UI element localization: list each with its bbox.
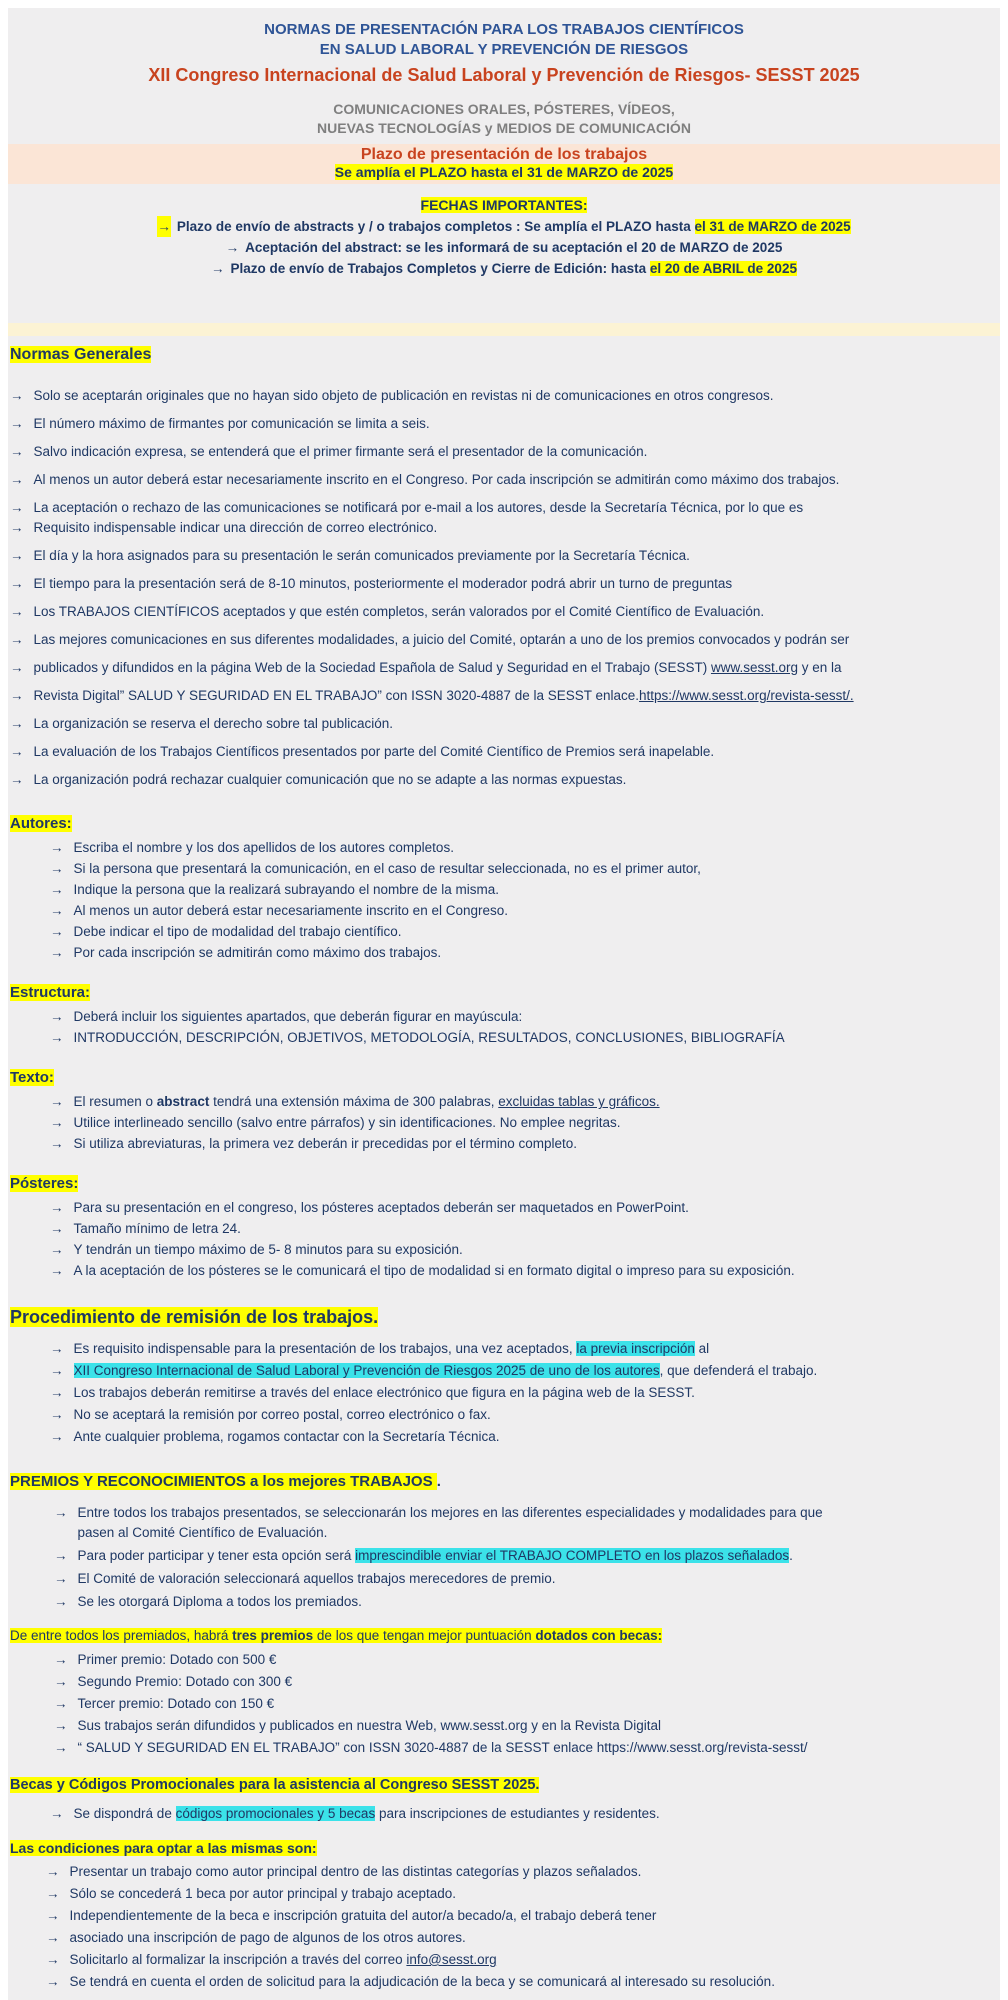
- normas-generales-list: [8, 386, 1000, 790]
- text-run: Deberá incluir los siguientes apartados, que deberán figurar en mayúscula:: [73, 1009, 523, 1024]
- arrow-bullet-icon: →: [50, 1429, 64, 1444]
- list-item-text: [70, 1908, 657, 1923]
- list-item-text: [74, 1429, 500, 1444]
- text-run: La evaluación de los Trabajos Científicos presentados por parte del Comité Científico de Premios será inapelable.: [33, 744, 715, 759]
- list-item: [50, 943, 1000, 963]
- list-item-text: [74, 1221, 241, 1236]
- arrow-bullet-icon: →: [54, 1718, 68, 1733]
- arrow-bullet-icon: →: [54, 1548, 68, 1563]
- text-run: asociado una inscripción de pago de algunos de los otros autores.: [69, 1930, 466, 1945]
- list-item-text: [78, 1696, 275, 1711]
- section-heading-becas-codigos: Becas y Códigos Promocionales para la asistencia al Congreso SESST 2025.: [10, 1777, 540, 1793]
- text-run: Los TRABAJOS CIENTÍFICOS aceptados y que estén completos, serán valorados por el Comité Científico de Evaluación.: [33, 604, 765, 619]
- arrow-bullet-icon: →: [50, 882, 64, 897]
- arrow-bullet-icon: →: [225, 240, 240, 255]
- text-run: Indique la persona que la realizará subrayando el nombre de la misma.: [73, 882, 500, 897]
- section-heading-normas-generales: Normas Generales: [10, 346, 152, 363]
- arrow-bullet-icon: →: [10, 444, 24, 459]
- arrow-bullet-icon: →: [50, 903, 64, 918]
- arrow-bullet-icon: →: [10, 500, 24, 515]
- congress-title: XII Congreso Internacional de Salud Laboral y Prevención de Riesgos- SESST 2025: [148, 65, 860, 85]
- list-item: [50, 1113, 1000, 1133]
- list-item-text: [78, 1740, 808, 1755]
- text-run: la previa inscripción: [576, 1341, 695, 1356]
- arrow-bullet-icon: →: [10, 416, 24, 431]
- list-item-text: [74, 1806, 660, 1821]
- list-item-text: [74, 1030, 785, 1045]
- text-run: A la aceptación de los pósteres se le comunicará el tipo de modalidad si en formato digital o impreso para su exposición.: [73, 1263, 795, 1278]
- list-item: [10, 602, 1000, 622]
- texto-list: [8, 1092, 1000, 1154]
- list-item-text: [78, 1548, 793, 1563]
- text-run: abstract: [156, 1094, 210, 1109]
- list-item: [8, 237, 1000, 258]
- list-item: [54, 1592, 1000, 1612]
- arrow-bullet-icon: →: [50, 1200, 64, 1215]
- list-item: [50, 1007, 1000, 1027]
- text-run: Es requisito indispensable para la presentación de los trabajos, una vez aceptados,: [73, 1341, 577, 1356]
- arrow-bullet-icon: →: [10, 688, 24, 703]
- list-item-text: [70, 1974, 775, 1989]
- list-item-text: [78, 1571, 556, 1586]
- text-run: Entre todos los trabajos presentados, se seleccionarán los mejores en las diferentes especialidades y modalidades para que: [77, 1505, 823, 1520]
- link[interactable]: info@sesst.org: [406, 1952, 497, 1967]
- list-item-text: [177, 219, 851, 234]
- text-run: Segundo Premio: Dotado con 300 €: [77, 1674, 293, 1689]
- arrow-bullet-icon: →: [54, 1674, 68, 1689]
- list-item-text: [78, 1674, 293, 1689]
- text-run: Independientemente de la beca e inscripción gratuita del autor/a becado/a, el trabajo deberá tener: [69, 1908, 657, 1923]
- deadline-banner-extension: Se amplía el PLAZO hasta el 31 de MARZO de 2025: [334, 164, 674, 180]
- list-item-text: [34, 388, 774, 403]
- arrow-bullet-icon: →: [50, 1263, 64, 1278]
- list-item: [10, 442, 1000, 462]
- list-item: [10, 574, 1000, 594]
- text-run: El resumen o: [73, 1094, 157, 1109]
- list-item-text: [70, 1930, 466, 1945]
- list-item: [50, 880, 1000, 900]
- premiados-list: [8, 1650, 1000, 1758]
- arrow-bullet-icon: →: [10, 520, 24, 535]
- text-run: Primer premio: Dotado con 500 €: [77, 1652, 277, 1667]
- arrow-bullet-icon: →: [10, 576, 24, 591]
- link[interactable]: https://www.sesst.org/revista-sesst/.: [639, 688, 854, 703]
- text-run: Al menos un autor deberá estar necesariamente inscrito en el Congreso.: [73, 903, 508, 918]
- text-run: imprescindible enviar el TRABAJO COMPLETO en los plazos señalados: [355, 1548, 790, 1563]
- arrow-bullet-icon: →: [46, 1952, 60, 1967]
- list-item: [50, 901, 1000, 921]
- arrow-bullet-icon: →: [50, 1221, 64, 1236]
- text-run: Se dispondrá de: [73, 1806, 176, 1821]
- text-run: El número máximo de firmantes por comunicación se limita a seis.: [33, 416, 430, 431]
- list-item-text: [74, 882, 500, 897]
- list-item-text: [34, 632, 850, 647]
- section-heading-posteres: Pósteres:: [10, 1175, 79, 1192]
- arrow-bullet-icon: →: [10, 716, 24, 731]
- text-run: Sus trabajos serán difundidos y publicados en nuestra Web, www.sesst.org y en la Revista Digital: [77, 1718, 662, 1733]
- deadline-banner-title: Plazo de presentación de los trabajos: [360, 146, 648, 163]
- arrow-bullet-icon: →: [50, 840, 64, 855]
- text-run: Se tendrá en cuenta el orden de solicitud para la adjudicación de la beca y se comunicará al interesado su resolución.: [69, 1974, 775, 1989]
- list-item: [50, 1219, 1000, 1239]
- arrow-bullet-icon: →: [46, 1864, 60, 1879]
- text-run: Utilice interlineado sencillo (salvo entre párrafos) y sin identificaciones. No emplee negritas.: [73, 1115, 621, 1130]
- fechas-heading: FECHAS IMPORTANTES:: [420, 197, 588, 213]
- list-item: [54, 1738, 1000, 1758]
- text-run: pasen al Comité Científico de Evaluación.: [77, 1525, 328, 1540]
- list-item: [8, 216, 1000, 237]
- list-item: [10, 414, 1000, 434]
- list-item-text: [74, 861, 701, 876]
- section-heading-procedimiento: Procedimiento de remisión de los trabajos.: [10, 1307, 379, 1327]
- list-item: [10, 498, 1000, 518]
- text-run: La organización podrá rechazar cualquier comunicación que no se adapte a las normas expuestas.: [33, 772, 627, 787]
- section-heading-estructura: Estructura:: [10, 984, 91, 1001]
- arrow-bullet-icon: →: [10, 772, 24, 787]
- list-item: [54, 1672, 1000, 1692]
- list-item-text: [74, 1094, 660, 1109]
- arrow-bullet-icon: →: [50, 1030, 64, 1045]
- document-title-line2: EN SALUD LABORAL Y PREVENCIÓN DE RIESGOS: [319, 41, 689, 58]
- section-heading-premios: [10, 1471, 1000, 1493]
- posteres-list: [8, 1198, 1000, 1281]
- text-run: Ante cualquier problema, rogamos contactar con la Secretaría Técnica.: [73, 1429, 500, 1444]
- list-item-text: [74, 1341, 710, 1356]
- list-item: [54, 1569, 1000, 1589]
- subtitle-line2: NUEVAS TECNOLOGÍAS y MEDIOS DE COMUNICACIÓN: [317, 120, 691, 136]
- fechas-list: [8, 216, 1000, 279]
- arrow-bullet-icon: →: [46, 1930, 60, 1945]
- arrow-bullet-icon: →: [10, 660, 24, 675]
- list-item-text: [74, 903, 509, 918]
- arrow-bullet-icon: →: [10, 604, 24, 619]
- text-run: Para su presentación en el congreso, los pósteres aceptados deberán ser maquetados en PowerPoint.: [73, 1200, 689, 1215]
- text-run: Los trabajos deberán remitirse a través del enlace electrónico que figura en la página web de la SESST.: [73, 1385, 695, 1400]
- list-item-text: [34, 772, 627, 787]
- arrow-bullet-icon: →: [50, 1242, 64, 1257]
- text-run: Si utiliza abreviaturas, la primera vez deberán ir precedidas por el término completo.: [73, 1136, 577, 1151]
- arrow-bullet-icon: →: [54, 1594, 68, 1609]
- list-item-text: [74, 945, 442, 960]
- arrow-bullet-icon: →: [50, 1363, 64, 1378]
- text-run: , que defenderá el trabajo.: [659, 1363, 818, 1378]
- list-item: [46, 1862, 1000, 1882]
- list-item: [46, 1884, 1000, 1904]
- list-item: [50, 859, 1000, 879]
- list-item: [10, 386, 1000, 406]
- list-item: [50, 1383, 1000, 1403]
- section-fechas-importantes: [8, 184, 1000, 279]
- arrow-bullet-icon: →: [50, 861, 64, 876]
- text-run: y en la: [797, 660, 842, 675]
- text-run: Revista Digital” SALUD Y SEGURIDAD EN EL TRABAJO” con ISSN 3020-4887 de la SESST enlace.: [33, 688, 640, 703]
- list-item-text: [74, 1407, 491, 1422]
- document-title-line1: NORMAS DE PRESENTACIÓN PARA LOS TRABAJOS CIENTÍFICOS: [264, 21, 744, 38]
- text-run: La aceptación o rechazo de las comunicaciones se notificará por e-mail a los autores, desde la Secretaría Técnica, por lo que es: [33, 500, 804, 515]
- list-item-text: [34, 576, 733, 591]
- text-run: El Comité de valoración seleccionará aquellos trabajos merecedores de premio.: [77, 1571, 556, 1586]
- text-run: Debe indicar el tipo de modalidad del trabajo científico.: [73, 924, 402, 939]
- arrow-bullet-icon: →: [50, 1009, 64, 1024]
- list-item: [54, 1546, 1000, 1566]
- list-item: [50, 1804, 1000, 1824]
- list-item-text: [74, 1263, 795, 1278]
- text-run: Por cada inscripción se admitirán como máximo dos trabajos.: [73, 945, 442, 960]
- arrow-bullet-icon: →: [50, 924, 64, 939]
- text-run: el 20 de ABRIL de 2025: [649, 261, 797, 276]
- text-run: Al menos un autor deberá estar necesariamente inscrito en el Congreso. Por cada inscripción se admitirán como máximo dos trabajos.: [33, 472, 840, 487]
- text-run: al: [694, 1341, 710, 1356]
- list-item-text: [70, 1864, 642, 1879]
- document-header: [8, 8, 1000, 144]
- arrow-bullet-icon: →: [54, 1571, 68, 1586]
- text-run: PREMIOS Y RECONOCIMIENTOS a los mejores TRABAJOS: [10, 1473, 437, 1490]
- link[interactable]: www.sesst.org: [710, 660, 798, 675]
- list-item: [50, 1339, 1000, 1359]
- list-item-text: [34, 500, 804, 515]
- text-run: Si la persona que presentará la comunicación, en el caso de resultar seleccionada, no es el primer autor,: [73, 861, 701, 876]
- arrow-bullet-icon: →: [157, 216, 171, 237]
- text-run: Aceptación del abstract: se les informará de su aceptación el 20 de MARZO de 2025: [245, 240, 783, 255]
- arrow-bullet-icon: →: [50, 1385, 64, 1400]
- list-item-text: [34, 604, 765, 619]
- list-item-text: [78, 1525, 328, 1540]
- list-item: [50, 1261, 1000, 1281]
- text-run: El tiempo para la presentación será de 8-10 minutos, posteriormente el moderador podrá abrir un turno de preguntas: [33, 576, 733, 591]
- list-item: [8, 258, 1000, 279]
- list-item: [10, 546, 1000, 566]
- list-item-text: [231, 261, 797, 276]
- text-run: De entre todos los premiados, habrá: [10, 1628, 233, 1643]
- list-item: [10, 630, 1000, 650]
- arrow-bullet-icon: →: [54, 1740, 68, 1755]
- text-run: XII Congreso Internacional de Salud Laboral y Prevención de Riesgos 2025 de uno de los autores: [73, 1363, 660, 1378]
- text-run: publicados y difundidos en la página Web de la Sociedad Española de Salud y Seguridad en el Trabajo (SESST): [33, 660, 711, 675]
- list-item: [54, 1650, 1000, 1670]
- list-item-text: [74, 1363, 818, 1378]
- text-run: Las mejores comunicaciones en sus diferentes modalidades, a juicio del Comité, optarán a uno de los premios convocados y podrán ser: [33, 632, 850, 647]
- arrow-bullet-icon: →: [50, 1341, 64, 1356]
- arrow-bullet-icon: →: [46, 1908, 60, 1923]
- text-run: No se aceptará la remisión por correo postal, correo electrónico o fax.: [73, 1407, 491, 1422]
- arrow-bullet-icon: →: [10, 744, 24, 759]
- text-run: Sólo se concederá 1 beca por autor principal y trabajo aceptado.: [69, 1886, 456, 1901]
- list-item: [54, 1716, 1000, 1736]
- text-run: Solo se aceptarán originales que no hayan sido objeto de publicación en revistas ni de comunicaciones en otros congresos.: [33, 388, 774, 403]
- arrow-bullet-icon: →: [211, 261, 225, 276]
- text-run: Plazo de envío de abstracts y / o trabajos completos : Se amplía el PLAZO hasta: [176, 219, 695, 234]
- text-run: excluidas tablas y gráficos.: [498, 1094, 660, 1109]
- subtitle-line1: COMUNICACIONES ORALES, PÓSTERES, VÍDEOS,: [333, 101, 675, 117]
- text-run: el 31 de MARZO de 2025: [694, 219, 851, 234]
- text-run: tres premios: [232, 1628, 314, 1643]
- section-heading-texto: Texto:: [10, 1069, 54, 1086]
- list-item: [10, 714, 1000, 734]
- list-item: [50, 1240, 1000, 1260]
- list-item-text: [74, 840, 454, 855]
- arrow-bullet-icon: →: [50, 1136, 64, 1151]
- list-item: [46, 1928, 1000, 1948]
- list-item-text: [245, 240, 782, 255]
- text-run: Plazo de envío de Trabajos Completos y Cierre de Edición: hasta: [230, 261, 650, 276]
- list-item: [50, 1427, 1000, 1447]
- list-item: [54, 1523, 1000, 1543]
- arrow-bullet-icon: →: [54, 1652, 68, 1667]
- arrow-bullet-icon: →: [50, 1407, 64, 1422]
- list-item-text: [74, 1009, 523, 1024]
- text-run: dotados con becas:: [535, 1628, 663, 1643]
- list-item: [50, 922, 1000, 942]
- text-run: Solicitarlo al formalizar la inscripción a través del correo: [69, 1952, 407, 1967]
- arrow-bullet-icon: →: [50, 1094, 64, 1109]
- arrow-bullet-icon: →: [46, 1886, 60, 1901]
- arrow-bullet-icon: →: [10, 388, 24, 403]
- list-item: [46, 1950, 1000, 1970]
- list-item-text: [74, 1136, 578, 1151]
- section-heading-premiados-becas: [10, 1626, 1000, 1646]
- section-heading-condiciones: Las condiciones para optar a las mismas son:: [10, 1840, 317, 1856]
- list-item-text: [34, 444, 648, 459]
- cream-divider-band: [8, 323, 1000, 336]
- list-item-text: [78, 1505, 823, 1520]
- list-item-text: [34, 520, 438, 535]
- text-run: Y tendrán un tiempo máximo de 5- 8 minutos para su exposición.: [73, 1242, 463, 1257]
- arrow-bullet-icon: →: [50, 945, 64, 960]
- list-item: [10, 742, 1000, 762]
- list-item: [50, 1028, 1000, 1048]
- becas-list: [8, 1804, 1000, 1824]
- arrow-bullet-icon: →: [10, 632, 24, 647]
- text-run: para inscripciones de estudiantes y residentes.: [375, 1806, 660, 1821]
- list-item-text: [34, 548, 690, 563]
- list-item: [50, 1134, 1000, 1154]
- text-run: Tercer premio: Dotado con 150 €: [77, 1696, 275, 1711]
- list-item-text: [34, 688, 854, 703]
- text-run: .: [789, 1548, 793, 1563]
- arrow-bullet-icon: →: [54, 1505, 68, 1520]
- list-item-text: [74, 1385, 695, 1400]
- list-item: [10, 470, 1000, 490]
- text-run: “ SALUD Y SEGURIDAD EN EL TRABAJO” con ISSN 3020-4887 de la SESST enlace https://www.sesst.org/revista-sesst/: [77, 1740, 808, 1755]
- list-item: [10, 658, 1000, 678]
- section-heading-autores: Autores:: [10, 815, 72, 832]
- list-item: [10, 770, 1000, 790]
- list-item-text: [74, 1242, 463, 1257]
- list-item-text: [70, 1952, 497, 1967]
- list-item: [46, 1972, 1000, 1992]
- arrow-bullet-icon: →: [10, 472, 24, 487]
- list-item-text: [78, 1594, 362, 1609]
- text-run: Para poder participar y tener esta opción será: [77, 1548, 356, 1563]
- text-run: La organización se reserva el derecho sobre tal publicación.: [33, 716, 393, 731]
- list-item: [50, 1361, 1000, 1381]
- text-run: El día y la hora asignados para su presentación le serán comunicados previamente por la Secretaría Técnica.: [33, 548, 690, 563]
- procedimiento-list: [8, 1339, 1000, 1447]
- list-item: [46, 1906, 1000, 1926]
- text-run: tendrá una extensión máxima de 300 palabras,: [209, 1094, 499, 1109]
- arrow-bullet-icon: →: [10, 548, 24, 563]
- list-item: [10, 518, 1000, 538]
- deadline-banner: [8, 144, 1000, 184]
- list-item: [50, 838, 1000, 858]
- text-run: de los que tengan mejor puntuación: [313, 1628, 536, 1643]
- list-item-text: [74, 1115, 621, 1130]
- list-item: [50, 1405, 1000, 1425]
- list-item-text: [34, 744, 715, 759]
- condiciones-list: [8, 1862, 1000, 1992]
- list-item-text: [78, 1718, 662, 1733]
- estructura-list: [8, 1007, 1000, 1048]
- list-item: [50, 1092, 1000, 1112]
- arrow-bullet-icon: →: [46, 1974, 60, 1989]
- list-item: [54, 1694, 1000, 1714]
- text-run: Presentar un trabajo como autor principal dentro de las distintas categorías y plazos señalados.: [69, 1864, 642, 1879]
- arrow-bullet-icon: →: [50, 1806, 64, 1821]
- list-item: [54, 1503, 1000, 1523]
- text-run: Tamaño mínimo de letra 24.: [73, 1221, 241, 1236]
- list-item-text: [34, 716, 393, 731]
- list-item-text: [78, 1652, 277, 1667]
- text-run: Requisito indispensable indicar una dirección de correo electrónico.: [33, 520, 438, 535]
- list-item-text: [74, 924, 402, 939]
- document-body: [8, 184, 1000, 2000]
- list-item-text: [70, 1886, 457, 1901]
- list-item-text: [34, 416, 430, 431]
- list-item-text: [34, 660, 842, 675]
- text-run: Se les otorgará Diploma a todos los premiados.: [77, 1594, 362, 1609]
- text-run: Salvo indicación expresa, se entenderá que el primer firmante será el presentador de la comunicación.: [33, 444, 648, 459]
- list-item: [50, 1198, 1000, 1218]
- text-run: INTRODUCCIÓN, DESCRIPCIÓN, OBJETIVOS, METODOLOGÍA, RESULTADOS, CONCLUSIONES, BIBLIOGRAFÍA: [73, 1030, 785, 1045]
- arrow-bullet-icon: →: [50, 1115, 64, 1130]
- text-run: Escriba el nombre y los dos apellidos de los autores completos.: [73, 840, 454, 855]
- premios-list: [8, 1503, 1000, 1612]
- list-item-text: [74, 1200, 689, 1215]
- text-run: .: [436, 1473, 441, 1490]
- list-item-text: [34, 472, 840, 487]
- autores-list: [8, 838, 1000, 963]
- list-item: [10, 686, 1000, 706]
- text-run: códigos promocionales y 5 becas: [175, 1806, 376, 1821]
- arrow-bullet-icon: →: [54, 1696, 68, 1711]
